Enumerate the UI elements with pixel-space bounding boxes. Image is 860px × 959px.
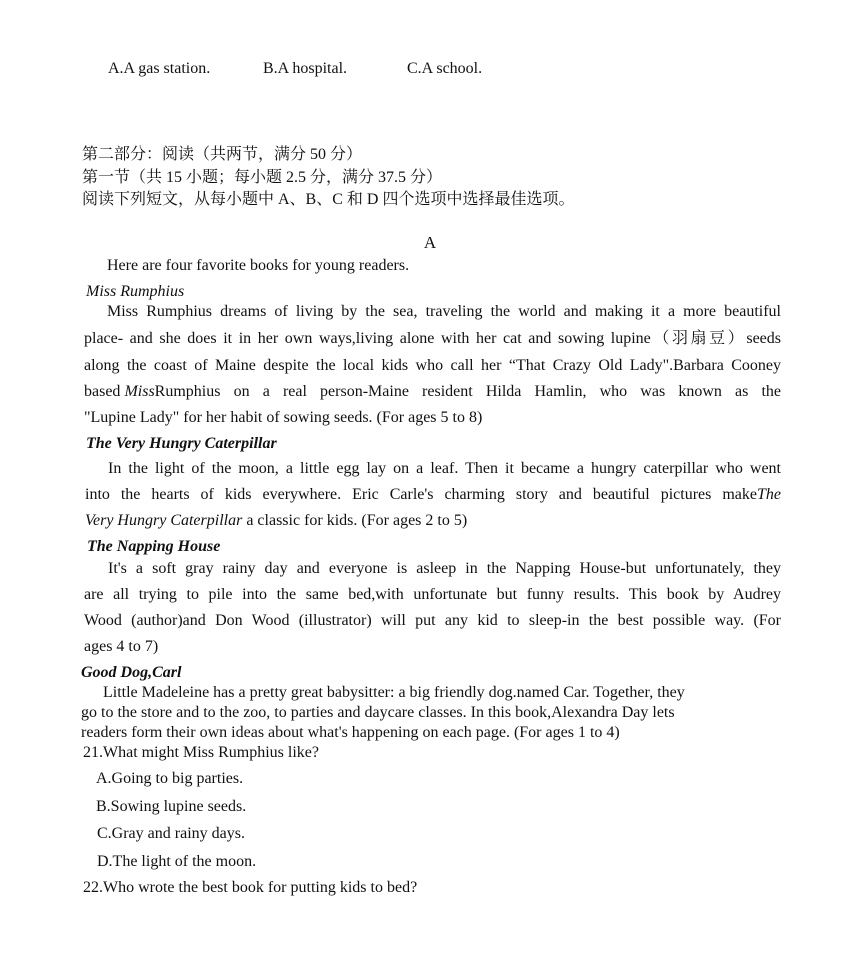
book2-title-ref: Very Hungry Caterpillar (85, 512, 243, 529)
question-22-stem: 22.Who wrote the best book for putting kids to bed? (83, 879, 418, 896)
book2-line-2-a: into the hearts of kids everywhere. Eric Carle's charming story and beautiful pictures make (85, 486, 757, 503)
book3-line-4: ages 4 to 7) (84, 638, 159, 655)
book1-line-4 (84, 382, 781, 402)
book1-line-4-b: Rumphius on a real person-Maine resident Hilda Hamlin, who was known as the (154, 383, 781, 400)
book-title-miss-rumphius: Miss Rumphius (86, 283, 185, 300)
book-title-good-dog-carl: Good Dog,Carl (81, 664, 182, 681)
book-title-very-hungry-caterpillar: The Very Hungry Caterpillar (86, 435, 277, 452)
question-21-option-c: C.Gray and rainy days. (97, 825, 245, 842)
option-a-gas-station: A.A gas station. (108, 60, 211, 77)
book2-line-2 (85, 485, 781, 505)
part-header-line-2: 第一节（共 15 小题；每小题 2.5 分，满分 37.5 分） (82, 169, 443, 186)
book4-line-3: readers form their own ideas about what's happening on each page. (For ages 1 to 4) (81, 724, 620, 741)
option-c-school: C.A school. (407, 60, 483, 77)
book1-line-3: along the coast of Maine despite the local kids who call her “That Crazy Old Lady".Barbara Cooney (84, 357, 781, 374)
book2-line-3-b: a classic for kids. (For ages 2 to 5) (242, 512, 468, 529)
option-b-hospital: B.A hospital. (263, 60, 348, 77)
book2-line-3 (85, 511, 467, 531)
question-21-stem: 21.What might Miss Rumphius like? (83, 744, 319, 761)
book1-line-2: place- and she does it in her own ways,living alone with her cat and sowing lupine（羽扇豆）seeds (84, 330, 781, 347)
book-title-napping-house: The Napping House (87, 538, 221, 555)
passage-label: A (423, 233, 437, 252)
passage-intro: Here are four favorite books for young readers. (107, 257, 410, 274)
book1-line-1: Miss Rumphius dreams of living by the sea, traveling the world and making it a more beautiful (107, 303, 781, 320)
book2-line-1: In the light of the moon, a little egg lay on a leaf. Then it became a hungry caterpillar who went (108, 460, 781, 477)
part-header-line-3: 阅读下列短文，从每小题中 A、B、C 和 D 四个选项中选择最佳选项。 (82, 191, 575, 208)
book2-line-2-the: The (757, 486, 781, 503)
book3-line-3: Wood (author)and Don Wood (illustrator) will put any kid to sleep-in the best possible way. (For (84, 612, 781, 629)
part-header-line-1: 第二部分：阅读（共两节，满分 50 分） (82, 146, 363, 163)
book3-line-1: It's a soft gray rainy day and everyone is asleep in the Napping House-but unfortunately, they (108, 560, 781, 577)
question-21-option-a: A.Going to big parties. (96, 770, 244, 787)
book4-line-2: go to the store and to the zoo, to parties and daycare classes. In this book,Alexandra Day lets (81, 704, 675, 721)
question-21-option-d: D.The light of the moon. (97, 853, 257, 870)
book1-line-4-miss: Miss (124, 383, 155, 400)
book1-line-5: "Lupine Lady" for her habit of sowing seeds. (For ages 5 to 8) (84, 409, 483, 426)
question-21-option-b: B.Sowing lupine seeds. (96, 798, 247, 815)
book4-line-1: Little Madeleine has a pretty great babysitter: a big friendly dog.named Car. Together, they (103, 684, 685, 701)
book1-line-4-a: based (84, 383, 125, 400)
book3-line-2: are all trying to pile into the same bed,with unfortunate but funny results. This book by Audrey (84, 586, 781, 603)
